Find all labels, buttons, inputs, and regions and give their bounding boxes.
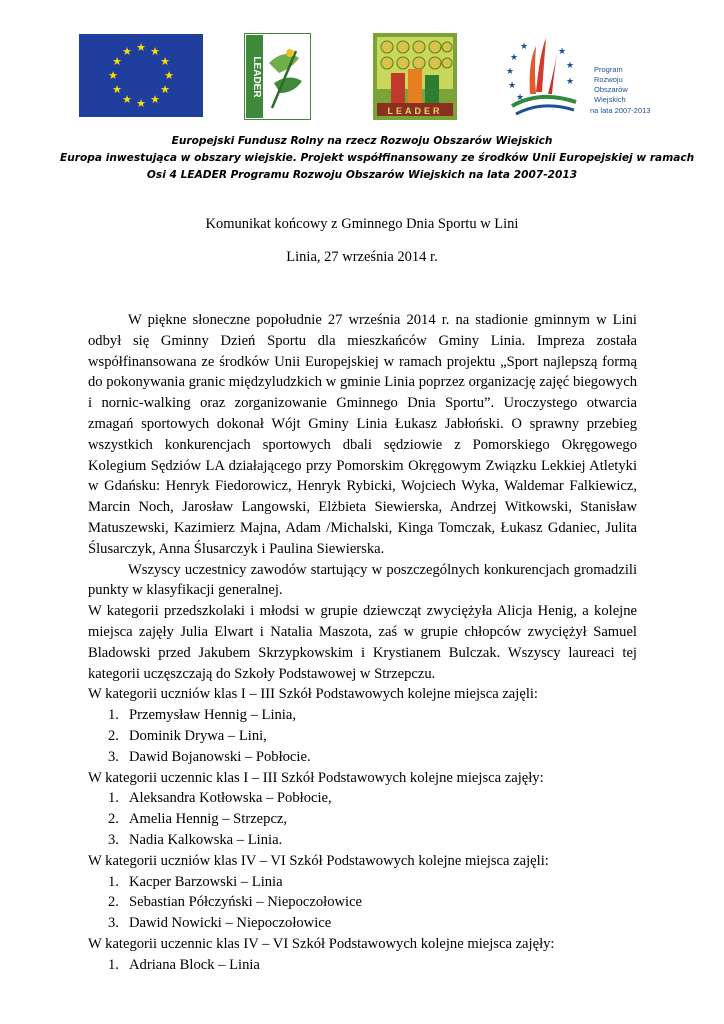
svg-text:★: ★ — [150, 45, 160, 58]
prow-line-4: Wiejskich — [594, 95, 626, 104]
leader-local-logo — [373, 33, 457, 120]
prow-line-3: Obszarów — [594, 85, 628, 94]
paragraph-boys-1-3: W kategorii uczniów klas I – III Szkół Podstawowych kolejne miejsca zajęli: — [88, 686, 538, 703]
list-item: 1. Przemysław Hennig – Linia, — [108, 707, 296, 724]
funding-header-line-1: Europejski Fundusz Rolny na rzecz Rozwoju Obszarów Wiejskich — [171, 135, 553, 147]
svg-text:★: ★ — [565, 77, 575, 87]
list-item: 2. Dominik Drywa – Lini, — [108, 727, 267, 744]
results-list-boys-4-6 — [88, 872, 637, 934]
svg-text:★: ★ — [519, 42, 529, 52]
svg-text:★: ★ — [136, 41, 146, 54]
list-item: 1. Adriana Block – Linia — [108, 956, 260, 973]
svg-text:★: ★ — [164, 69, 174, 82]
svg-text:★: ★ — [112, 55, 122, 68]
list-item: 2. Sebastian Półczyński – Niepoczołowice — [108, 894, 363, 911]
svg-text:★: ★ — [122, 93, 132, 106]
eu-flag-logo — [79, 34, 203, 117]
prow-line-5: na lata 2007-2013 — [590, 106, 650, 115]
paragraph-boys-4-6: W kategorii uczniów klas IV – VI Szkół Podstawowych kolejne miejsca zajęli: — [88, 852, 549, 869]
svg-text:★: ★ — [108, 69, 118, 82]
leader-logo — [244, 33, 311, 120]
svg-text:★: ★ — [112, 83, 122, 96]
svg-text:★: ★ — [136, 97, 146, 110]
paragraph-preschool: W kategorii przedszkolaki i młodsi w grupie dziewcząt zwyciężyła Alicja Henig, a kolejne miejsca zajęły Julia Elwart i Natalia Maszota, zaś w grupie chłopców zwyciężył Samuel Bladowski przed Jakubem Skrzypkowskim i Krystianem Bulczak. Wszyscy laureaci tej kategorii uczęszczają do Szkoły Podstawowej w Strzepczu. — [88, 603, 637, 682]
funding-header-line-2: Europa inwestująca w obszary wiejskie. Projekt współfinansowany ze środków Unii Europejskiej w ramach — [60, 152, 695, 164]
list-item: 3. Dawid Bojanowski – Pobłocie. — [108, 748, 311, 765]
paragraph-girls-4-6: W kategorii uczennic klas IV – VI Szkół Podstawowych kolejne miejsca zajęły: — [88, 935, 555, 952]
list-item: 2. Amelia Hennig – Strzepcz, — [108, 811, 288, 828]
document-title: Komunikat końcowy z Gminnego Dnia Sportu w Lini — [205, 216, 519, 232]
list-item: 3. Dawid Nowicki – Niepoczołowice — [108, 915, 332, 932]
logos-row — [0, 30, 724, 122]
funding-header-line-3: Osi 4 LEADER Programu Rozwoju Obszarów Wiejskich na lata 2007-2013 — [146, 169, 578, 181]
results-list-boys-1-3 — [88, 705, 637, 767]
svg-text:★: ★ — [160, 55, 170, 68]
leader-local-logo-text: LEADER — [387, 106, 443, 116]
document-date: Linia, 27 września 2014 r. — [286, 249, 438, 265]
leader-logo-text: LEADER — [251, 56, 262, 98]
funding-header — [60, 133, 695, 184]
svg-text:★: ★ — [557, 47, 567, 57]
results-list-girls-4-6 — [88, 955, 637, 976]
document-body — [88, 310, 637, 976]
list-item: 1. Kacper Barzowski – Linia — [108, 873, 283, 890]
paragraph-girls-1-3: W kategorii uczennic klas I – III Szkół Podstawowych kolejne miejsca zajęły: — [88, 769, 544, 786]
svg-text:★: ★ — [150, 93, 160, 106]
svg-text:★: ★ — [509, 53, 519, 63]
paragraph-points: Wszyscy uczestnicy zawodów startujący w poszczególnych konkurencjach gromadzili punkty w klasyfikacji generalnej. — [88, 561, 637, 599]
svg-text:★: ★ — [160, 83, 170, 96]
svg-text:★: ★ — [515, 93, 525, 103]
list-item: 3. Nadia Kalkowska – Linia. — [108, 831, 283, 848]
prow-logo — [500, 32, 650, 120]
svg-text:★: ★ — [565, 61, 575, 71]
prow-line-2: Rozwoju — [594, 75, 623, 84]
svg-text:★: ★ — [505, 67, 515, 77]
svg-text:★: ★ — [507, 81, 517, 91]
svg-text:★: ★ — [122, 45, 132, 58]
results-list-girls-1-3 — [88, 788, 637, 850]
prow-line-1: Program — [594, 65, 623, 74]
paragraph-intro: W piękne słoneczne popołudnie 27 września 2014 r. na stadionie gminnym w Lini odbył się Gminny Dzień Sportu dla mieszkańców Gminy Linia. Impreza została współfinansowana ze środków Unii Europejskiej w ramach projektu „Sport najlepszą formą do pokonywania granic międzyludzkich w gminie Linia poprzez organizację zajęć biegowych i nornic-walking oraz zorganizowanie Gminnego Dnia Sportu”. Uroczystego otwarcia zmagań sportowych dokonał Wójt Gminy Linia Łukasz Jabłoński. O sprawny przebieg wszystkich konkurencjach sportowych dbali sędziowie z Pomorskiego Okręgowego Kolegium Sędziów LA działającego przy Pomorskim Okręgowym Związku Lekkiej Atletyki w Gdańsku: Henryk Fiedorowicz, Henryk Rybicki, Wojciech Wyka, Waldemar Falkiewicz, Marcin Noch, Jarosław Langowski, Elżbieta Siewierska, Andrzej Witkowski, Stanisław Matuszewski, Kazimierz Majna, Adam /Michalski, Kinga Tomczak, Łukasz Gdaniec, Julita Ślusarczyk, Anna Ślusarczyk i Paulina Siewierska. — [88, 312, 637, 557]
list-item: 1. Aleksandra Kotłowska – Pobłocie, — [108, 790, 332, 807]
